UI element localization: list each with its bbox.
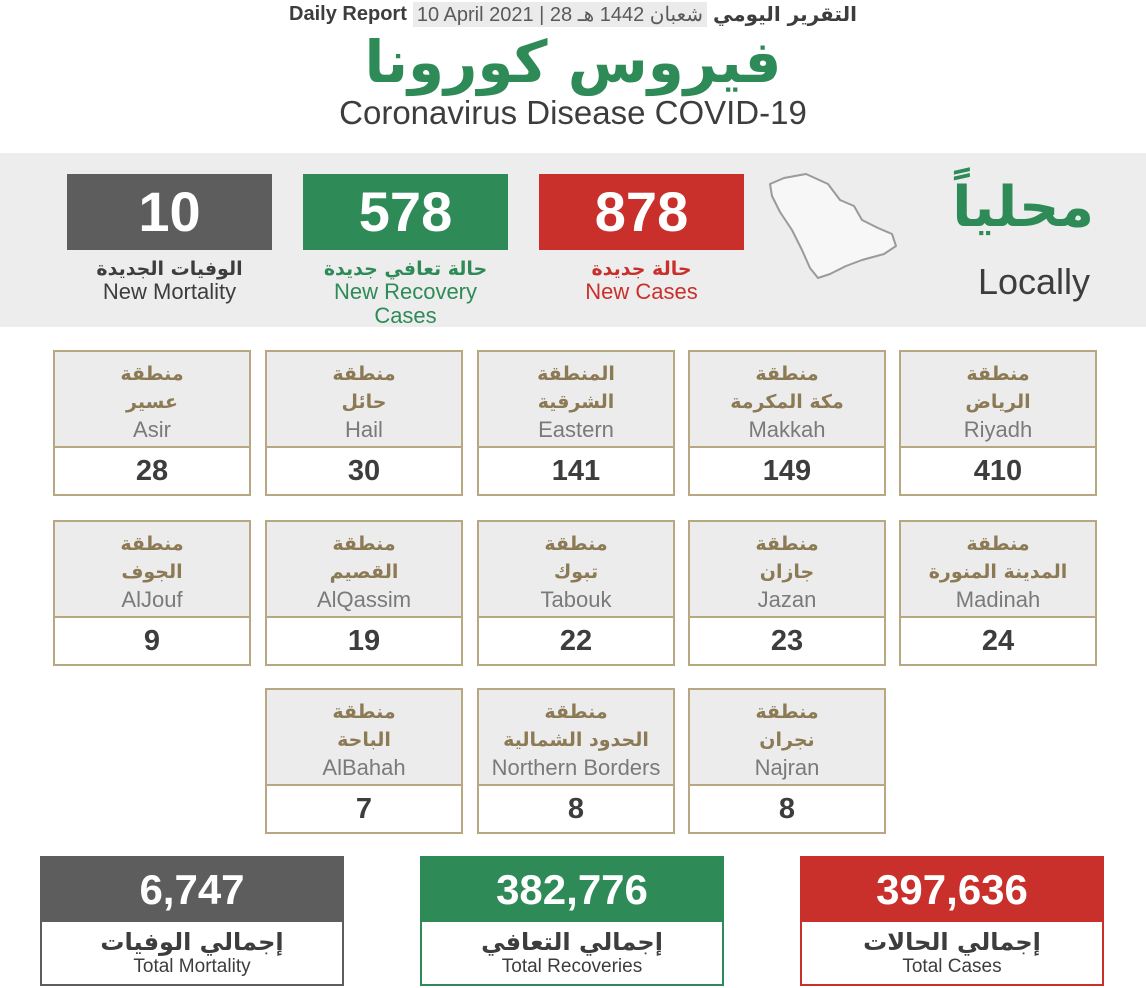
total-mortality-value: 6,747 (42, 858, 342, 922)
region-prefix: منطقة (966, 363, 1030, 385)
region-card-madinah (899, 520, 1097, 666)
region-name: Riyadh (963, 417, 1033, 442)
new-mortality-label: New Mortality (102, 279, 237, 304)
region-name: Najran (754, 755, 820, 780)
total-mortality-card (40, 856, 344, 986)
region-prefix: المنطقة (537, 363, 615, 385)
region-name: Jazan (757, 587, 817, 612)
region-value: 8 (567, 793, 585, 825)
locally-label-ar: محلياً (952, 175, 1094, 240)
region-value: 8 (778, 793, 796, 825)
region-name-ar: المدينة المنورة (928, 561, 1068, 583)
region-value: 24 (981, 625, 1015, 657)
total-cases-label-ar: إجمالي الحالات (863, 928, 1041, 956)
region-value: 19 (347, 625, 381, 657)
region-prefix: منطقة (544, 533, 608, 555)
total-mortality-label: Total Mortality (133, 956, 251, 977)
new-mortality-label-ar: الوفيات الجديدة (96, 258, 243, 280)
total-recoveries-card (420, 856, 724, 986)
region-name-ar: مكة المكرمة (730, 391, 844, 413)
new-cases-label: New Cases (585, 279, 698, 304)
region-card-eastern (477, 350, 675, 496)
region-name: Eastern (538, 417, 614, 442)
new-recovery-label-ar: حالة تعافي جديدة (323, 258, 488, 280)
region-card-aljouf (53, 520, 251, 666)
region-name: Makkah (748, 417, 826, 442)
new-cases-label-ar: حالة جديدة (591, 258, 692, 280)
daily-report-label-ar: التقرير اليومي (712, 2, 857, 26)
daily-report-label: Daily Report (289, 2, 407, 25)
region-card-jazan (688, 520, 886, 666)
region-prefix: منطقة (755, 363, 819, 385)
region-value: 7 (355, 793, 373, 825)
page-title: Coronavirus Disease COVID-19 (339, 94, 807, 131)
region-card-asir (53, 350, 251, 496)
region-card-alqassim (265, 520, 463, 666)
total-cases-card (800, 856, 1104, 986)
new-recovery-stat (303, 174, 508, 328)
total-recoveries-label-ar: إجمالي التعافي (481, 928, 663, 956)
new-recovery-value: 578 (303, 174, 508, 250)
total-cases-label: Total Cases (902, 956, 1002, 977)
total-cases-value: 397,636 (802, 858, 1102, 922)
report-date: 10 April 2021 | 28 شعبان 1442 هـ (413, 2, 707, 27)
region-value: 22 (559, 625, 593, 657)
total-recoveries-label: Total Recoveries (501, 956, 643, 977)
region-prefix: منطقة (755, 701, 819, 723)
total-recoveries-value: 382,776 (422, 858, 722, 922)
locally-label: Locally (977, 261, 1090, 302)
region-card-najran (688, 688, 886, 834)
new-cases-value: 878 (539, 174, 744, 250)
region-card-northern-borders (477, 688, 675, 834)
region-value: 9 (143, 625, 161, 657)
region-prefix: منطقة (332, 701, 396, 723)
region-name: AlJouf (121, 587, 183, 612)
region-prefix: منطقة (966, 533, 1030, 555)
region-card-makkah (688, 350, 886, 496)
region-prefix: منطقة (120, 533, 184, 555)
region-name-ar: عسير (126, 391, 178, 413)
region-card-riyadh (899, 350, 1097, 496)
region-value: 149 (762, 455, 812, 487)
region-card-albahah (265, 688, 463, 834)
region-value: 410 (973, 455, 1023, 487)
page-title-ar: فيروس كورونا (364, 28, 782, 96)
local-summary-band (0, 153, 1146, 327)
region-value: 28 (135, 455, 169, 487)
new-cases-stat (539, 174, 744, 304)
region-value: 141 (551, 455, 601, 487)
region-prefix: منطقة (755, 533, 819, 555)
region-name-ar: الجوف (121, 561, 183, 583)
total-mortality-label-ar: إجمالي الوفيات (100, 928, 284, 956)
region-name: Hail (345, 417, 383, 442)
region-name-ar: القصيم (329, 561, 399, 583)
region-name-ar: نجران (759, 729, 815, 751)
region-name: Tabouk (540, 587, 612, 612)
region-value: 30 (347, 455, 381, 487)
new-mortality-value: 10 (67, 174, 272, 250)
region-name-ar: الشرقية (537, 391, 615, 413)
region-prefix: منطقة (120, 363, 184, 385)
region-card-tabouk (477, 520, 675, 666)
region-name: Northern Borders (491, 755, 661, 780)
region-name: AlQassim (316, 587, 412, 612)
region-value: 23 (770, 625, 804, 657)
region-name-ar: الحدود الشمالية (503, 729, 649, 751)
region-name: AlBahah (322, 755, 406, 780)
region-name-ar: حائل (341, 391, 387, 413)
saudi-map-icon (766, 170, 901, 280)
region-card-hail (265, 350, 463, 496)
region-prefix: منطقة (544, 701, 608, 723)
new-mortality-stat (67, 174, 272, 304)
region-name: Asir (133, 417, 171, 442)
region-prefix: منطقة (332, 363, 396, 385)
region-name-ar: تبوك (553, 561, 599, 583)
region-prefix: منطقة (332, 533, 396, 555)
new-recovery-label: New Recovery Cases (333, 279, 478, 328)
region-name-ar: الباحة (337, 729, 391, 751)
region-name: Madinah (955, 587, 1041, 612)
region-name-ar: جازان (759, 561, 815, 583)
region-name-ar: الرياض (965, 391, 1031, 413)
